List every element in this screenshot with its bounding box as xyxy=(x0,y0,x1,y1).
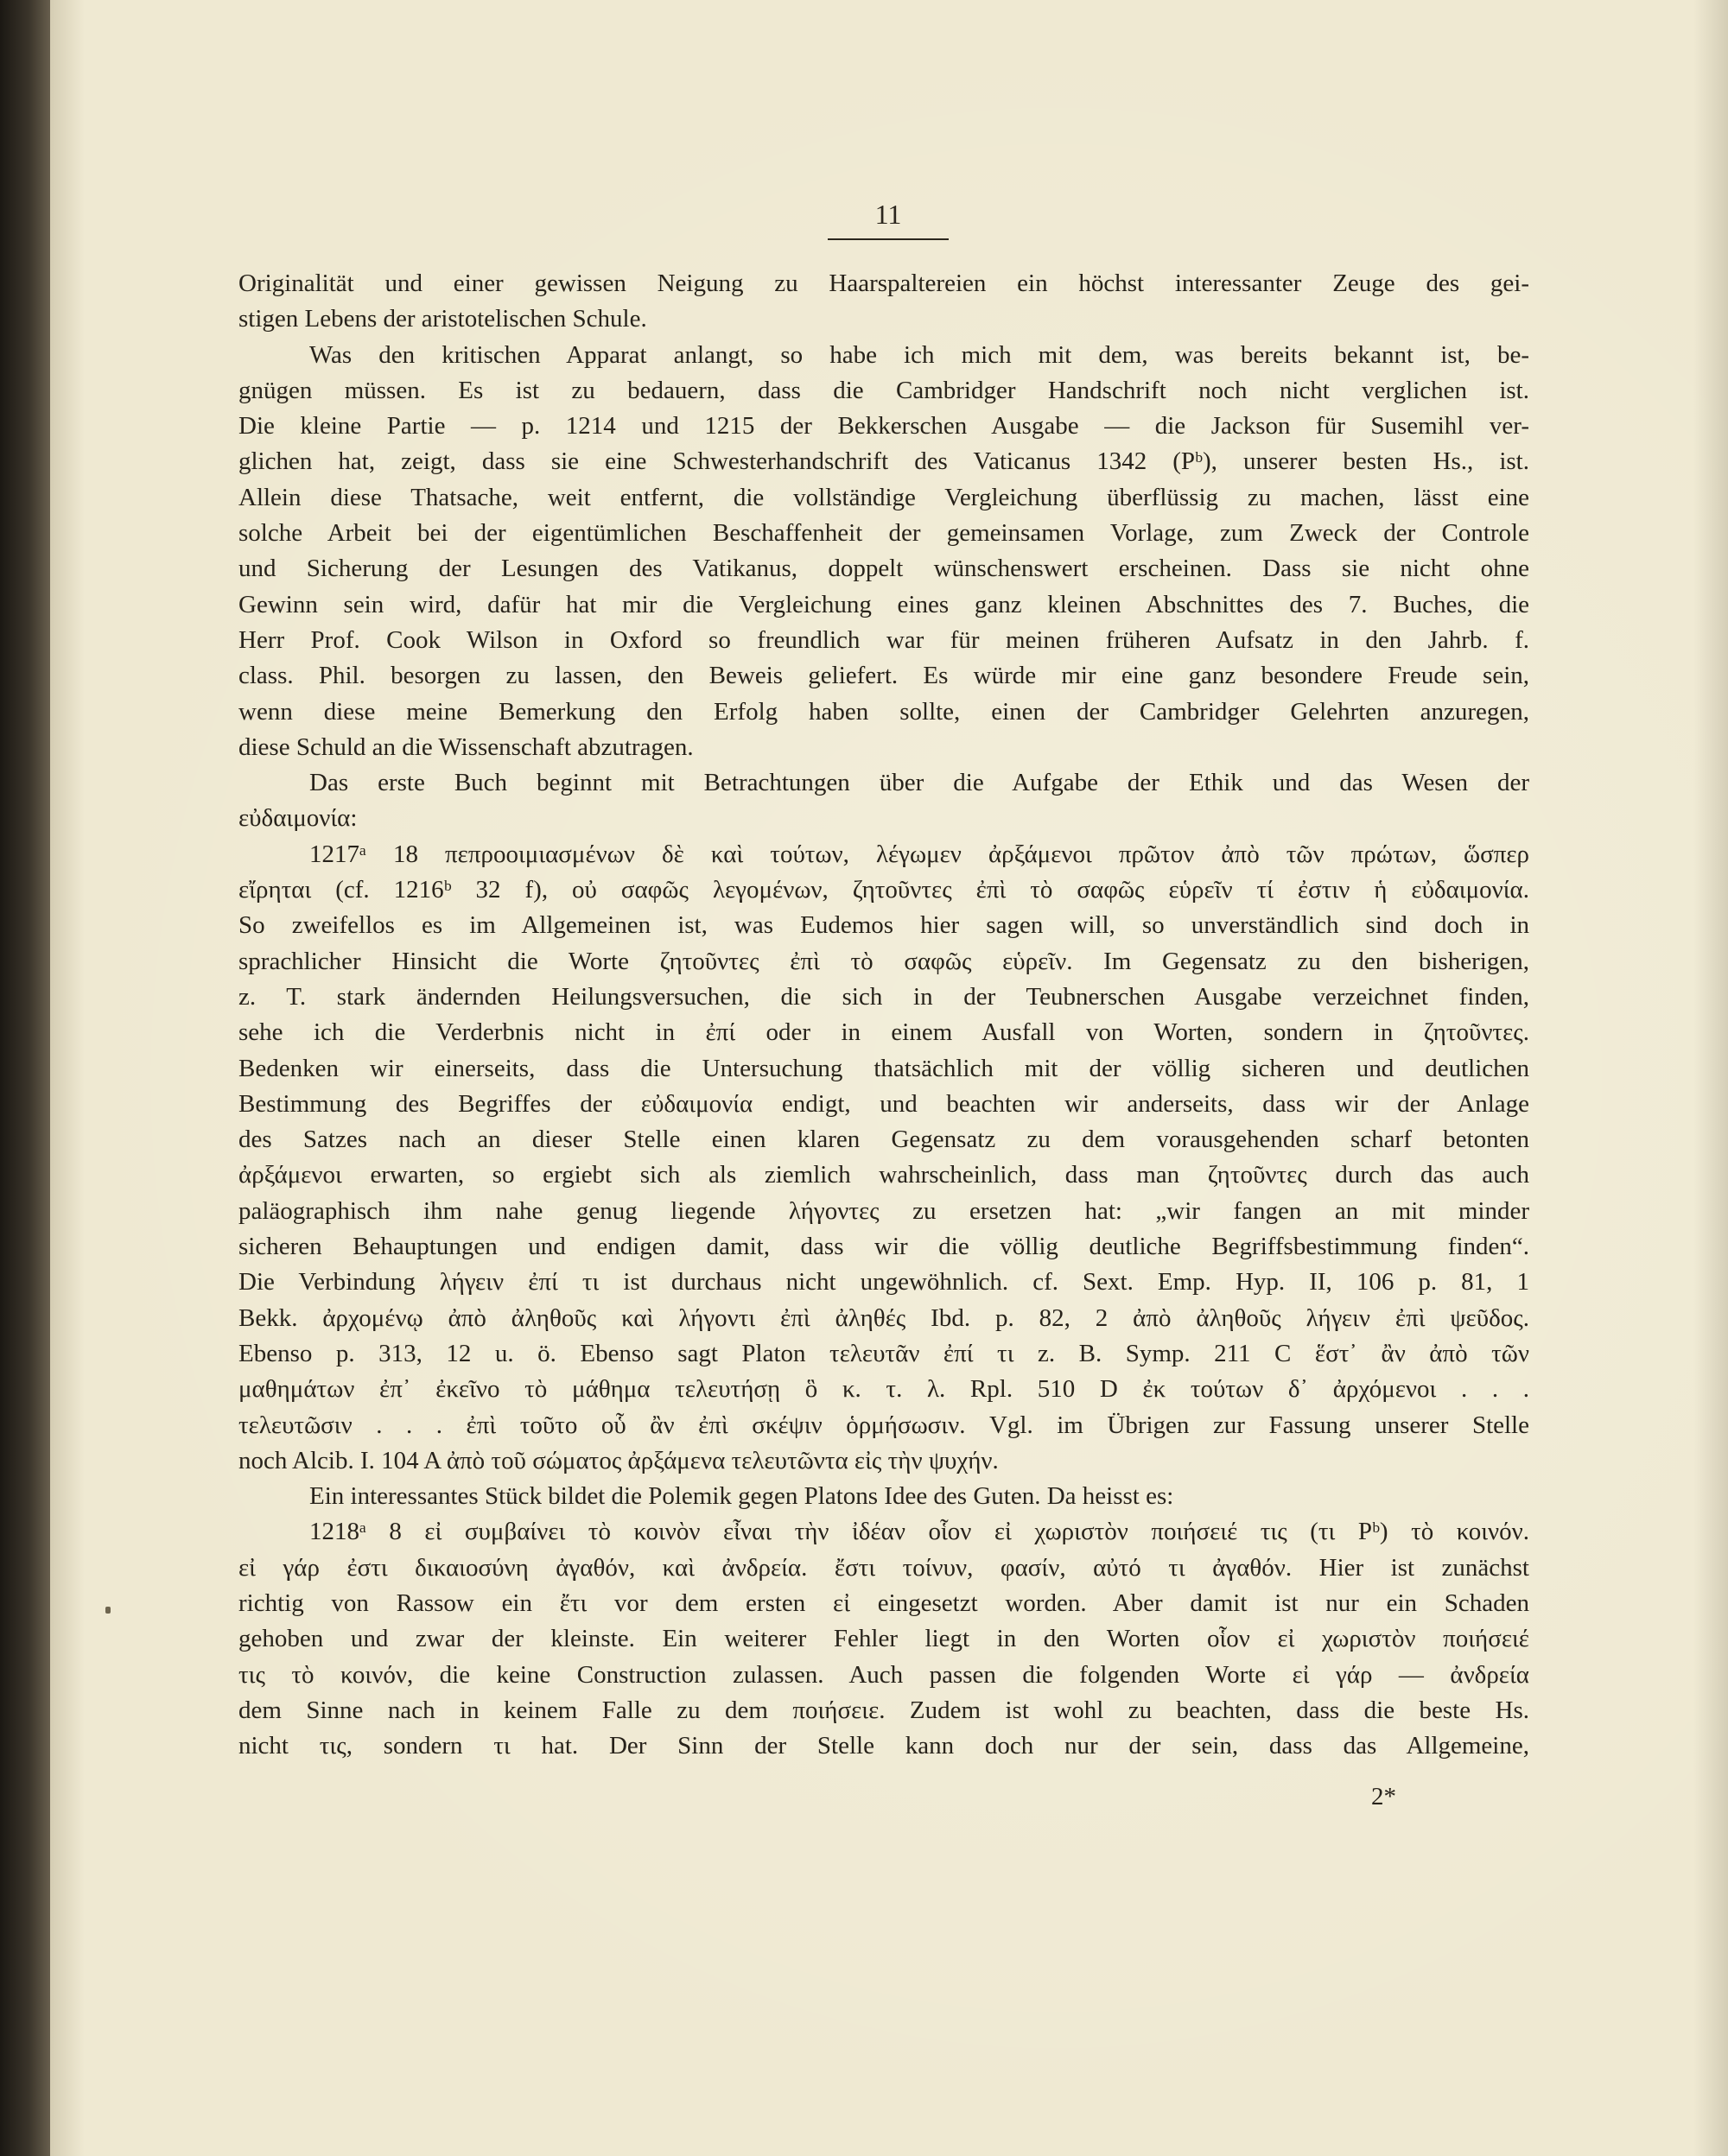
text-line: paläographisch ihm nahe genug liegende λήγοντες zu ersetzen hat: „wir fangen an mit minder xyxy=(238,1196,1529,1225)
text-line: Herr Prof. Cook Wilson in Oxford so freundlich war für meinen früheren Aufsatz in den Jahrb. f. xyxy=(238,625,1529,654)
page-number: 11 xyxy=(874,199,902,230)
text-line: glichen hat, zeigt, dass sie eine Schwesterhandschrift des Vaticanus 1342 (Pᵇ), unserer besten Hs., ist. xyxy=(238,447,1529,476)
text-line: Das erste Buch beginnt mit Betrachtungen über die Aufgabe der Ethik und das Wesen der xyxy=(309,769,1529,797)
text-line: τις τὸ κοινόν, die keine Construction zulassen. Auch passen die folgenden Worte εἰ γάρ — ἀνδρεία xyxy=(238,1660,1529,1689)
text-line: Ebenso p. 313, 12 u. ö. Ebenso sagt Platon τελευτᾶν ἐπί τι z. B. Symp. 211 C ἕστ᾽ ἂν ἀπὸ τῶν xyxy=(238,1339,1529,1367)
book-spine xyxy=(0,0,52,2156)
text-line: 1218ᵃ 8 εἰ συμβαίνει τὸ κοινὸν εἶναι τὴν ἰδέαν οἷον εἰ χωριστὸν ποιήσειέ τις (τι Pᵇ) τὸ κοινόν. xyxy=(309,1518,1529,1546)
text-line: Bekk. ἀρχομένῳ ἀπὸ ἀληθοῦς καὶ λήγοντι ἐπὶ ἀληθές Ibd. p. 82, 2 ἀπὸ ἀληθοῦς λήγειν ἐπὶ ψεῦδος. xyxy=(238,1303,1529,1332)
page-number-rule xyxy=(828,238,949,240)
text-line: gnügen müssen. Es ist zu bedauern, dass die Cambridger Handschrift noch nicht verglichen ist. xyxy=(238,376,1529,404)
text-line: Die Verbindung λήγειν ἐπί τι ist durchaus nicht ungewöhnlich. cf. Sext. Emp. Hyp. II, 106 p. 81, 1 xyxy=(238,1268,1529,1297)
margin-mark xyxy=(105,1607,111,1614)
text-line: diese Schuld an die Wissenschaft abzutragen. xyxy=(238,732,694,761)
text-line: 1217ᵃ 18 πεπροοιμιασμένων δὲ καὶ τούτων, λέγωμεν ἀρξάμενοι πρῶτον ἀπὸ τῶν πρώτων, ὥσπερ xyxy=(309,840,1529,868)
text-line: und Sicherung der Lesungen des Vatikanus, doppelt wünschenswert erscheinen. Dass sie nicht ohne xyxy=(238,555,1529,583)
text-line: εὐδαιμονία: xyxy=(238,804,358,833)
text-line: ἀρξάμενοι erwarten, so ergiebt sich als ziemlich wahrscheinlich, dass man ζητοῦντες durch das auch xyxy=(238,1161,1529,1189)
text-line: Bedenken wir einerseits, dass die Untersuchung thatsächlich mit der völlig sicheren und deutlichen xyxy=(238,1054,1529,1082)
text-line: Was den kritischen Apparat anlangt, so habe ich mich mit dem, was bereits bekannt ist, be- xyxy=(309,340,1529,369)
text-line: Originalität und einer gewissen Neigung zu Haarspaltereien ein höchst interessanter Zeuge des gei- xyxy=(238,270,1529,297)
text-line: Bestimmung des Begriffes der εὐδαιμονία endigt, und beachten wir anderseits, dass wir der Anlage xyxy=(238,1089,1529,1118)
text-line: noch Alcib. I. 104 A ἀπὸ τοῦ σώματος ἀρξάμενα τελευτῶντα εἰς τὴν ψυχήν. xyxy=(238,1446,999,1474)
text-line: Die kleine Partie — p. 1214 und 1215 der Bekkerschen Ausgabe — die Jackson für Susemihl ver- xyxy=(238,412,1529,441)
book-page xyxy=(50,0,1728,2156)
text-line: des Satzes nach an dieser Stelle einen klaren Gegensatz zu dem vorausgehenden scharf betonten xyxy=(238,1126,1529,1154)
text-line: wenn diese meine Bemerkung den Erfolg haben sollte, einen der Cambridger Gelehrten anzuregen, xyxy=(238,697,1529,726)
text-line: Gewinn sein wird, dafür hat mir die Vergleichung eines ganz kleinen Abschnittes des 7. Buches, die xyxy=(238,590,1529,618)
text-line: class. Phil. besorgen zu lassen, den Beweis geliefert. Es würde mir eine ganz besondere Freude sein, xyxy=(238,662,1529,690)
text-line: richtig von Rassow ein ἔτι vor dem ersten εἰ eingesetzt worden. Aber damit ist nur ein Schaden xyxy=(238,1588,1529,1617)
text-line: Ein interessantes Stück bildet die Polemik gegen Platons Idee des Guten. Da heisst es: xyxy=(309,1482,1174,1511)
text-line: μαθημάτων ἐπ᾽ ἐκεῖνο τὸ μάθημα τελευτήσῃ ὃ κ. τ. λ. Rpl. 510 D ἐκ τούτων δ᾽ ἀρχόμενοι . . . xyxy=(238,1375,1529,1404)
text-line: sprachlicher Hinsicht die Worte ζητοῦντες ἐπὶ τὸ σαφῶς εὑρεῖν. Im Gegensatz zu den bisherigen, xyxy=(238,947,1529,975)
text-line: So zweifellos es im Allgemeinen ist, was Eudemos hier sagen will, so unverständlich sind doch in xyxy=(238,911,1529,940)
text-line: nicht τις, sondern τι hat. Der Sinn der Stelle kann doch nur der sein, dass das Allgemeine, xyxy=(238,1732,1529,1760)
text-line: τελευτῶσιν . . . ἐπὶ τοῦτο οὗ ἂν ἐπὶ σκέψιν ὁρμήσωσιν. Vgl. im Übrigen zur Fassung unserer Stelle xyxy=(238,1411,1529,1439)
text-line: sicheren Behauptungen und endigen damit, dass wir die völlig deutliche Begriffsbestimmung finden“. xyxy=(238,1233,1529,1261)
body-text xyxy=(238,266,1529,1764)
text-line: εἰ γάρ ἐστι δικαιοσύνη ἀγαθόν, καὶ ἀνδρεία. ἔστι τοίνυν, φασίν, αὐτό τι ἀγαθόν. Hier ist zunächst xyxy=(238,1553,1529,1582)
page-edge-shadow xyxy=(1693,0,1728,2156)
text-line: sehe ich die Verderbnis nicht in ἐπί oder in einem Ausfall von Worten, sondern in ζητοῦντες. xyxy=(238,1018,1529,1047)
text-line: εἴρηται (cf. 1216ᵇ 32 f), οὐ σαφῶς λεγομένων, ζητοῦντες ἐπὶ τὸ σαφῶς εὑρεῖν τί ἐστιν ἡ εὐδαιμονία. xyxy=(238,876,1529,904)
text-line: gehoben und zwar der kleinste. Ein weiterer Fehler liegt in den Worten οἷον εἰ χωριστὸν ποιήσειέ xyxy=(238,1625,1529,1653)
signature-mark: 2* xyxy=(1371,1783,1396,1810)
text-line: solche Arbeit bei der eigentümlichen Beschaffenheit der gemeinsamen Vorlage, zum Zweck der Controle xyxy=(238,519,1529,548)
text-line: stigen Lebens der aristotelischen Schule. xyxy=(238,305,647,333)
text-line: dem Sinne nach in keinem Falle zu dem ποιήσειε. Zudem ist wohl zu beachten, dass die beste Hs. xyxy=(238,1696,1529,1724)
text-line: z. T. stark ändernden Heilungsversuchen, die sich in der Teubnerschen Ausgabe verzeichnet finden, xyxy=(238,982,1529,1011)
text-line: Allein diese Thatsache, weit entfernt, die vollständige Vergleichung überflüssig zu machen, lässt eine xyxy=(238,483,1529,511)
